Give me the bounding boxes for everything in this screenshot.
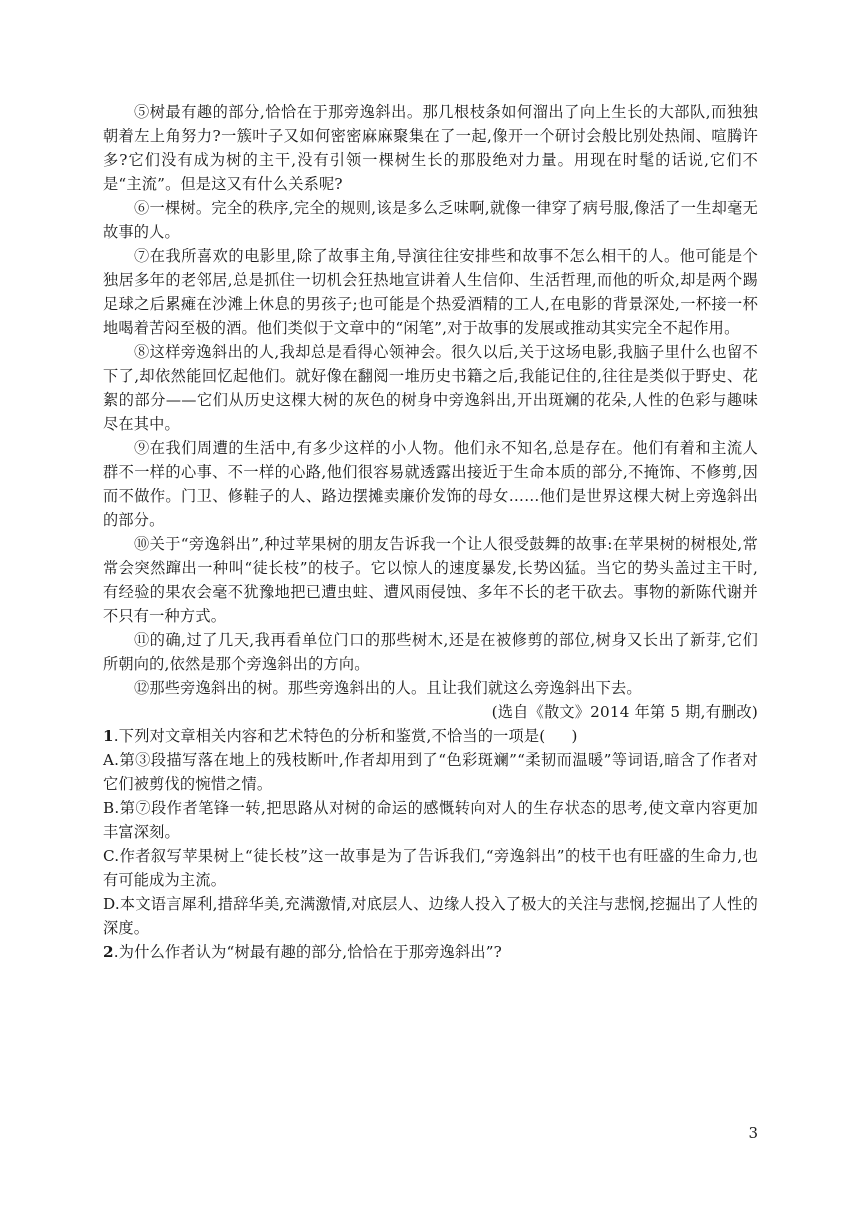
question-1-text: .下列对文章相关内容和艺术特色的分析和鉴赏,不恰当的一项是( — [113, 727, 546, 745]
option-a: A.第③段描写落在地上的残枝断叶,作者却用到了“色彩斑斓”“柔韧而温暖”等词语,暗含了作者对它们被剪伐的惋惜之情。 — [103, 751, 758, 793]
paragraph-6: ⑥一棵树。完全的秩序,完全的规则,该是多么乏味啊,就像一律穿了病号服,像活了一生却毫无故事的人。 — [103, 199, 758, 241]
article-body — [103, 100, 758, 964]
question-1-stem — [103, 724, 758, 748]
question-2-number: 2 — [103, 943, 114, 961]
option-c: C.作者叙写苹果树上“徒长枝”这一故事是为了告诉我们,“旁逸斜出”的枝干也有旺盛的生命力,也有可能成为主流。 — [103, 847, 758, 889]
question-1-close-paren: ) — [571, 727, 578, 745]
question-2-stem — [103, 940, 758, 964]
paragraph-10: ⑩关于“旁逸斜出”,种过苹果树的朋友告诉我一个让人很受鼓舞的故事:在苹果树的树根处,常常会突然蹿出一种叫“徒长枝”的枝子。它以惊人的速度暴发,长势凶猛。当它的势头盖过主干时,有经验的果农会毫不犹豫地把已遭虫蛀、遭风雨侵蚀、多年不长的老干砍去。事物的新陈代谢并不只有一种方式。 — [103, 535, 758, 625]
paragraph-7: ⑦在我所喜欢的电影里,除了故事主角,导演往往安排些和故事不怎么相干的人。他可能是个独居多年的老邻居,总是抓住一切机会狂热地宣讲着人生信仰、生活哲理,而他的听众,却是两个踢足球之后累瘫在沙滩上休息的男孩子;也可能是个热爱酒精的工人,在电影的背景深处,一杯接一杯地喝着苦闷至极的酒。他们类似于文章中的“闲笔”,对于故事的发展或推动其实完全不起作用。 — [103, 247, 758, 337]
paragraph-12: ⑫那些旁逸斜出的树。那些旁逸斜出的人。且让我们就这么旁逸斜出下去。 — [134, 679, 642, 697]
option-b: B.第⑦段作者笔锋一转,把思路从对树的命运的感慨转向对人的生存状态的思考,使文章内容更加丰富深刻。 — [103, 799, 758, 841]
paragraph-5: ⑤树最有趣的部分,恰恰在于那旁逸斜出。那几根枝条如何溜出了向上生长的大部队,而独独朝着左上角努力?一簇叶子又如何密密麻麻聚集在了一起,像开一个研讨会般比别处热闹、喧腾许多?它们没有成为树的主干,没有引领一棵树生长的那股绝对力量。用现在时髦的话说,它们不是“主流”。但是这又有什么关系呢? — [103, 103, 758, 193]
paragraph-8: ⑧这样旁逸斜出的人,我却总是看得心领神会。很久以后,关于这场电影,我脑子里什么也留不下了,却依然能回忆起他们。就好像在翻阅一堆历史书籍之后,我能记住的,往往是类似于野史、花絮的部分——它们从历史这棵大树的灰色的树身中旁逸斜出,开出斑斓的花朵,人性的色彩与趣味尽在其中。 — [103, 343, 758, 433]
question-1-number: 1 — [103, 727, 114, 745]
source-citation: (选自《散文》2014 年第 5 期,有删改) — [491, 703, 758, 721]
paragraph-11: ⑪的确,过了几天,我再看单位门口的那些树木,还是在被修剪的部位,树身又长出了新芽,它们所朝向的,依然是那个旁逸斜出的方向。 — [103, 631, 758, 673]
question-2-text: .为什么作者认为“树最有趣的部分,恰恰在于那旁逸斜出”? — [113, 943, 503, 961]
paragraph-9: ⑨在我们周遭的生活中,有多少这样的小人物。他们永不知名,总是存在。他们有着和主流人群不一样的心事、不一样的心路,他们很容易就透露出接近于生命本质的部分,不掩饰、不修剪,因而不做作。门卫、修鞋子的人、路边摆摊卖廉价发饰的母女……他们是世界这棵大树上旁逸斜出的部分。 — [103, 439, 758, 529]
option-d: D.本文语言犀利,措辞华美,充满激情,对底层人、边缘人投入了极大的关注与悲悯,挖掘出了人性的深度。 — [103, 895, 758, 937]
page-number: 3 — [748, 1124, 758, 1142]
